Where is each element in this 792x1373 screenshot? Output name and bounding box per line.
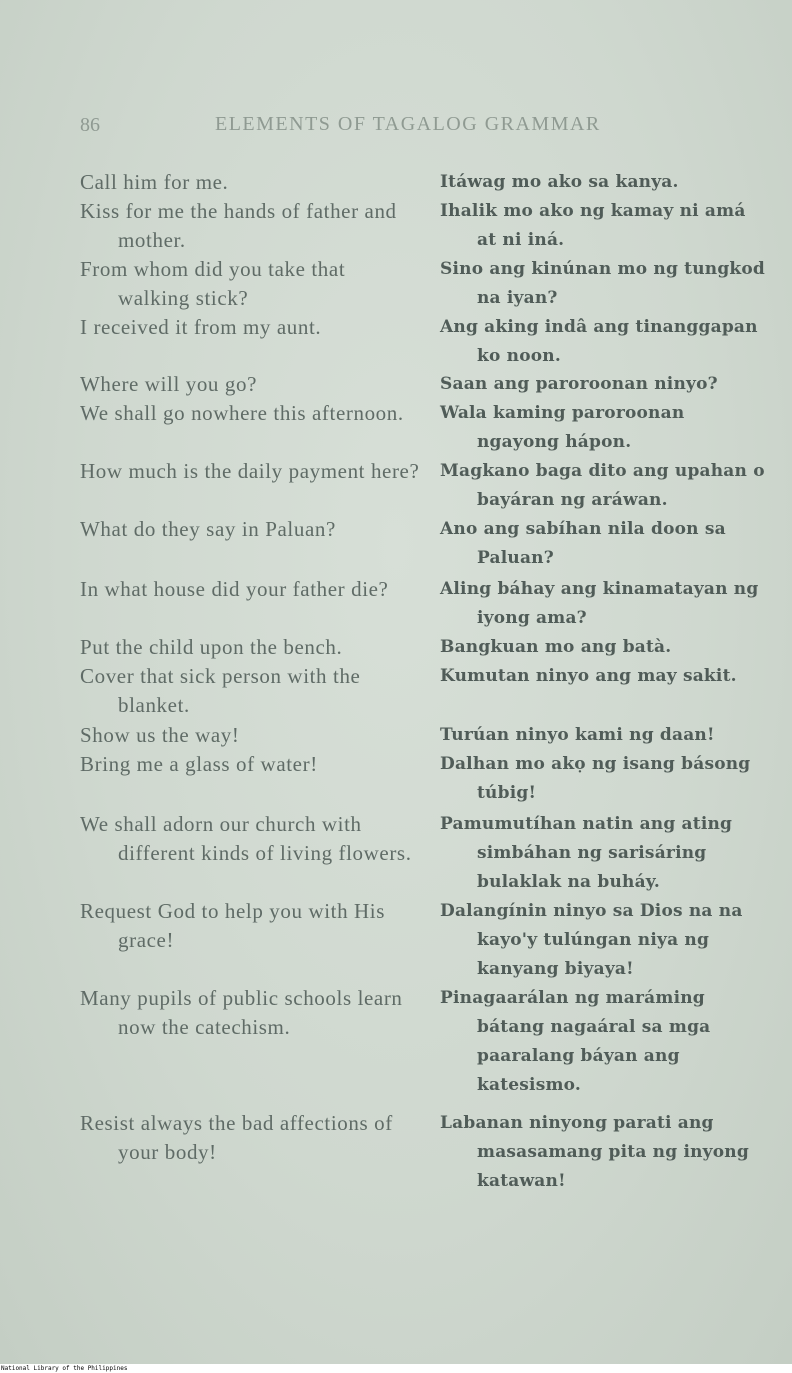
english-sentence: Kiss for me the hands of father and mother. [80,199,397,252]
english-sentence: Where will you go? [80,372,257,396]
tagalog-sentence: Pamumutíhan natin ang ating simbáhan ng sarisáring bulaklak na buháy. [440,814,733,892]
english-sentence: Call him for me. [80,170,229,194]
english-sentence: Show us the way! [80,723,240,747]
english-sentence: Request God to help you with His grace! [80,899,386,952]
tagalog-sentence: Labanan ninyong parati ang masasamang pita ng inyong katawan! [440,1113,749,1191]
running-title: ELEMENTS OF TAGALOG GRAMMAR [215,113,601,135]
english-sentence: Cover that sick person with the blanket. [80,664,361,717]
scan-footer [0,1364,792,1373]
tagalog-sentence: Aling báhay ang kinamatayan ng iyong ama? [440,579,759,628]
library-credit: National Library of the Philippines [1,1365,128,1372]
english-sentence: We shall go nowhere this afternoon. [80,401,404,425]
english-sentence: We shall adorn our church with different kinds of living flowers. [80,812,412,865]
english-sentence: Resist always the bad affections of your body! [80,1111,393,1164]
tagalog-sentence: Ihalik mo ako ng kamay ni amá at ni iná. [440,201,746,250]
tagalog-sentence: Dalangínin ninyo sa Dios na na kayo'y tulúngan niya ng kanyang biyaya! [440,901,743,979]
tagalog-sentence: Sino ang kinúnan mo ng tungkod na iyan? [440,259,766,308]
tagalog-sentence: Wala kaming paroroonan ngayong hápon. [440,403,685,452]
tagalog-sentence: Ang aking indâ ang tinanggapan ko noon. [440,317,758,366]
tagalog-sentence: Pinagaarálan ng maráming bátang nagaáral sa mga paaralang báyan ang katesismo. [440,988,711,1095]
english-sentence: How much is the daily payment here? [80,459,420,483]
english-sentence: What do they say in Paluan? [80,517,336,541]
page-number: 86 [80,114,100,136]
english-sentence: From whom did you take that walking stick? [80,257,346,310]
page-header [0,110,792,140]
tagalog-sentence: Ano ang sabíhan nila doon sa Paluan? [440,519,726,568]
english-sentence: Many pupils of public schools learn now the catechism. [80,986,403,1039]
english-sentence: I received it from my aunt. [80,315,322,339]
tagalog-sentence: Magkano baga dito ang upahan o bayáran ng aráwan. [440,461,765,510]
english-sentence: Bring me a glass of water! [80,752,318,776]
tagalog-sentence: Bangkuan mo ang batà. [440,637,672,657]
tagalog-sentence: Turúan ninyo kami ng daan! [440,725,715,745]
english-sentence: Put the child upon the bench. [80,635,343,659]
tagalog-sentence: Itáwag mo ako sa kanya. [440,172,679,192]
tagalog-sentence: Kumutan ninyo ang may sakit. [440,666,737,686]
tagalog-sentence: Saan ang paroroonan ninyo? [440,374,718,394]
english-sentence: In what house did your father die? [80,577,389,601]
tagalog-sentence: Dalhan mo akọ ng isang básong túbig! [440,754,751,803]
